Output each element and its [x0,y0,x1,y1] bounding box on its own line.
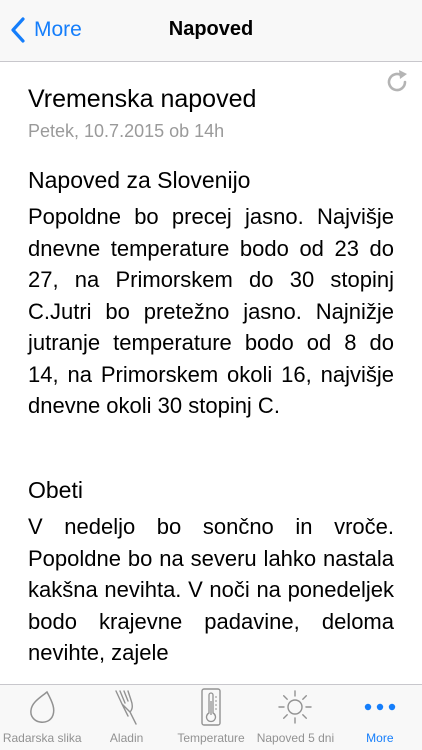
tab-label: Temperature [177,731,245,745]
sun-icon [277,689,313,725]
section-heading-outlook: Obeti [28,477,83,503]
tab-temperature[interactable] [169,685,253,750]
forecast-title: Vremenska napoved [28,85,257,113]
tab-label: Radarska slika [2,731,82,745]
tab-bar [0,684,422,750]
section-heading-slovenia: Napoved za Slovenijo [28,167,251,193]
forecast-content[interactable] [0,63,422,683]
tab-napoved-5-dni[interactable] [253,685,337,750]
fork-icon [112,688,142,726]
tab-label: More [366,731,394,745]
tab-radarska-slika[interactable] [0,685,84,750]
navigation-bar [0,0,422,62]
page-title: Napoved [168,18,254,40]
refresh-icon[interactable] [382,67,412,97]
thermometer-icon [200,687,222,727]
section-text-outlook: V nedeljo bo sončno in vroče. Popoldne bo na severu lahko nastala kakšna nevihta. V noči na ponedeljek bodo krajevne padavine, deloma nevihte, zajele [28,514,394,665]
more-dots-icon [363,702,397,712]
raindrop-icon [27,689,57,725]
tab-aladin[interactable] [84,685,168,750]
section-text-slovenia: Popoldne bo precej jasno. Najvišje dnevne temperature bodo od 23 do 27, na Primorskem do 30 stopinj C.Jutri bo pretežno jasno. Najnižje jutranje temperature bodo od 8 do 14, na Primorskem okoli 16, najvišje dnevne okoli 30 stopinj C. [28,204,394,418]
tab-label: Aladin [109,731,144,745]
back-button-label: More [34,18,82,41]
tab-more[interactable] [338,685,422,750]
tab-label: Napoved 5 dni [256,731,335,745]
forecast-date: Petek, 10.7.2015 ob 14h [28,121,225,141]
